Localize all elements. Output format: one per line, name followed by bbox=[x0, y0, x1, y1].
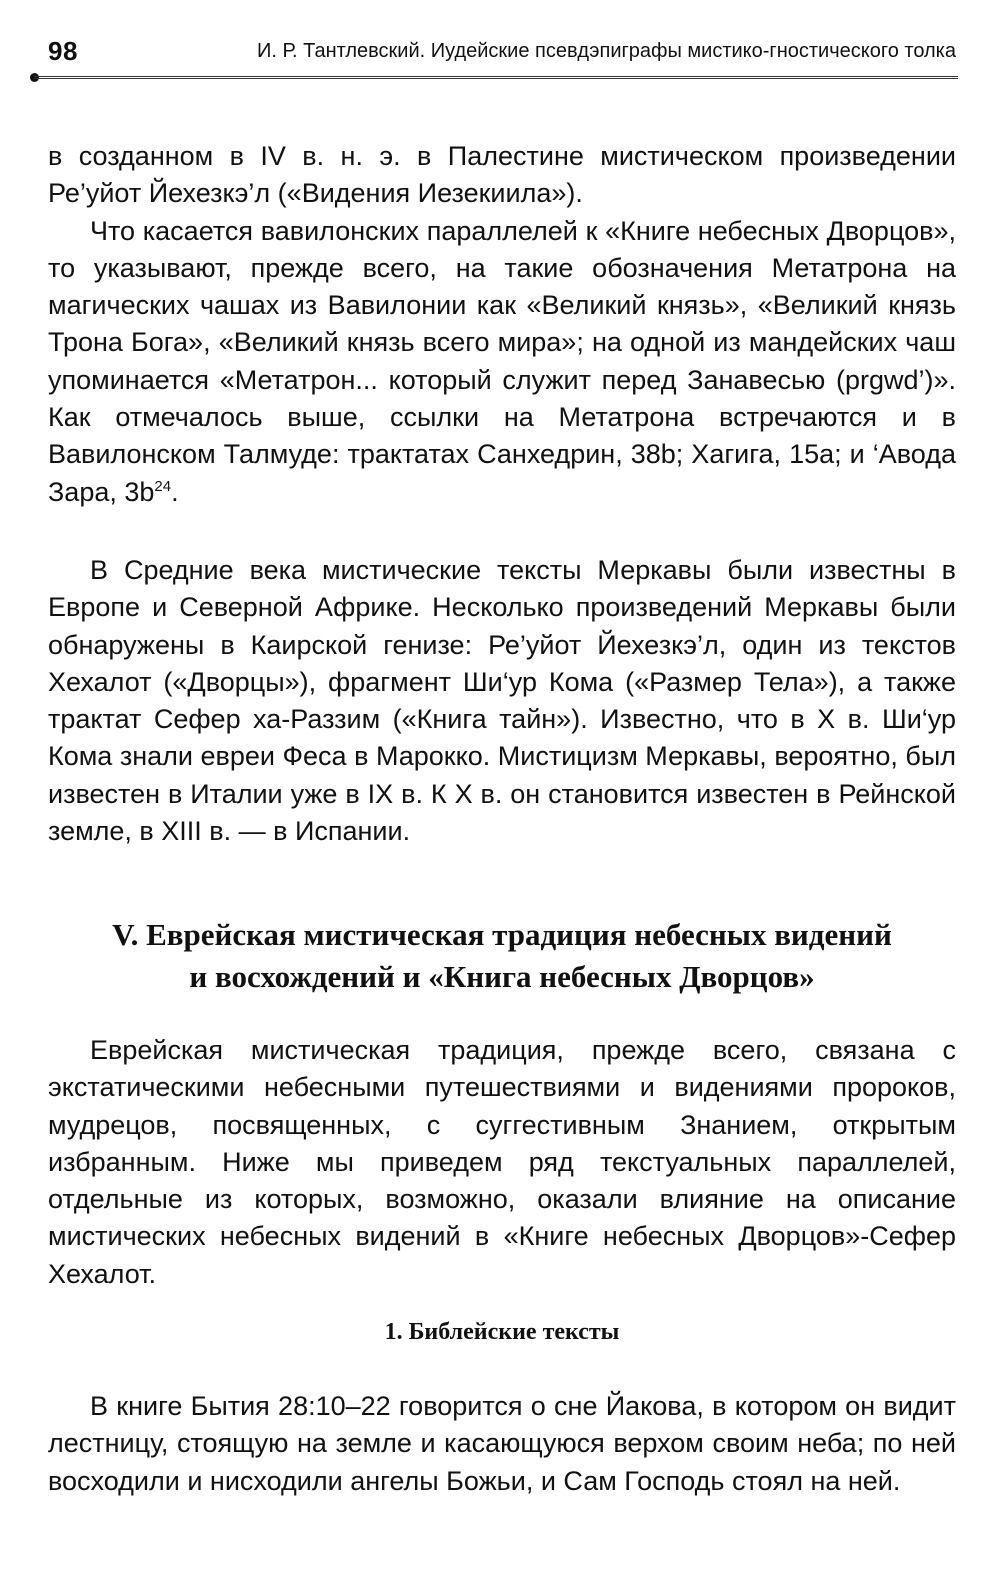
header-rule bbox=[34, 76, 958, 79]
section-heading-line-2: и восхождений и «Книга небесных Дворцов» bbox=[189, 959, 815, 994]
paragraph-middle-ages: В Средние века мистические тексты Меркавы были известны в Европе и Северной Африке. Несколько произведений Меркавы были обнаружены в Каирской генизе: Ре’уйот Йехезкэ’л, один из текстов Хехалот («Дворцы»), фрагмент Ши‘ур Кома («Размер Тела»), а также трактат Сефер ха-Раззим («Книга тайн»). Известно, что в X в. Ши‘ур Кома знали евреи Феса в Марокко. Мистицизм Меркавы, вероятно, был известен в Италии уже в IX в. К X в. он становится известен в Рейнской земле, в XIII в. — в Испании. bbox=[48, 555, 956, 847]
paragraph-jacob-ladder: В книге Бытия 28:10–22 говорится о сне Йакова, в котором он видит лестницу, стоящую на земле и касающуюся верхом своим неба; по ней восходили и нисходили ангелы Божьи, и Сам Господь стоял на ней. bbox=[48, 1391, 956, 1496]
paragraph-mystical-tradition: Еврейская мистическая традиция, прежде всего, связана с экстатическими небесными путешествиями и видениями пророков, мудрецов, посвященных, с суггестивным Знанием, открытым избранным. Ниже мы приведем ряд текстуальных параллелей, отдельные из которых, возможно, оказали влияние на описание мистических небесных видений в «Книге небесных Дворцов»-Сефер Хехалот. bbox=[48, 1035, 956, 1289]
section-heading bbox=[48, 914, 956, 998]
paragraph-continuation: в созданном в IV в. н. э. в Палестине мистическом произведении Ре’уйот Йехезкэ’л («Видения Иезекиила»). bbox=[48, 141, 956, 209]
body-text-block-2 bbox=[48, 552, 956, 850]
subsection-heading: 1. Библейские тексты bbox=[384, 1319, 620, 1345]
paragraph-babylonian-parallels bbox=[48, 213, 956, 511]
footnote-marker: 24 bbox=[154, 477, 172, 495]
body-text-block-1 bbox=[48, 138, 956, 511]
page-number: 98 bbox=[48, 36, 78, 66]
running-head bbox=[48, 34, 956, 74]
paragraph-end: . bbox=[171, 476, 179, 507]
body-text-block-4 bbox=[48, 1388, 956, 1500]
paragraph-text: Что касается вавилонских параллелей к «Книге небесных Дворцов», то указывают, прежде всего, на такие обозначения Метатрона на магических чашах из Вавилонии как «Великий князь», «Великий князь Трона Бога», «Великий князь всего мира»; на одной из мандейских чаш упоминается «Метатрон... который служит перед Занавесью (prgwd’)». Как отмечалось выше, ссылки на Метатрона встречаются и в Вавилонском Талмуде: трактатах Санхедрин, 38b; Хагига, 15а; и ‘Авода Зара, 3b bbox=[48, 215, 956, 507]
running-title: И. Р. Тантлевский. Иудейские псевдэпиграфы мистико-гностического толка bbox=[256, 40, 956, 62]
section-heading-line-1: V. Еврейская мистическая традиция небесных видений bbox=[112, 917, 892, 952]
body-text-block-3 bbox=[48, 1032, 956, 1293]
